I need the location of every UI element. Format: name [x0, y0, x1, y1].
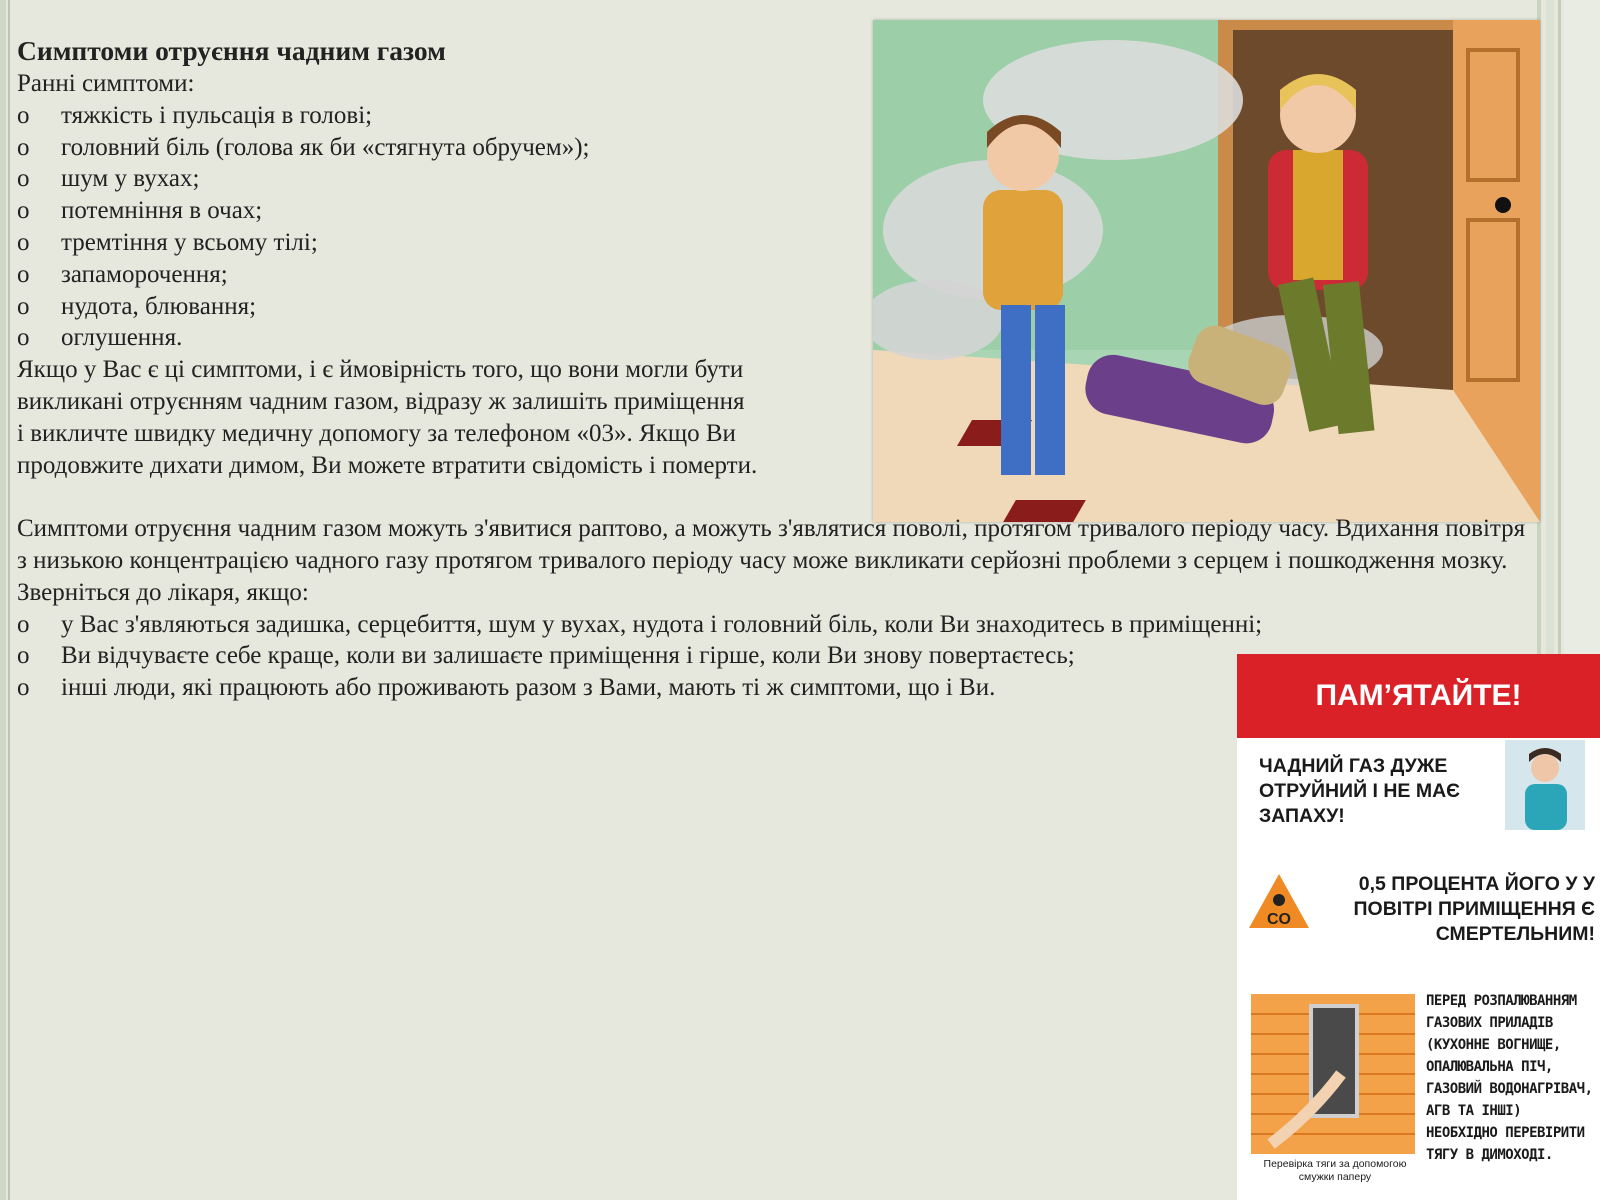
- list-item: o інші люди, які працюють або проживають разом з Вами, мають ті ж симптоми, що і Ви.: [17, 672, 1537, 704]
- co-label: CO: [1267, 911, 1291, 928]
- poster-warning-3: ПЕРЕД РОЗПАЛЮВАННЯМ ГАЗОВИХ ПРИЛАДІВ (КУХОННЕ ВОГНИЩЕ, ОПАЛЮВАЛЬНА ПІЧ, ГАЗОВИЙ ВОДОНАГРІВАЧ, АГВ ТА ІНШІ) НЕОБХІДНО ПЕРЕВІРИТИ ТЯГУ В ДИМОХОДІ.: [1426, 993, 1593, 1163]
- bullet-marker: o: [17, 292, 30, 320]
- bullet-marker: o: [17, 260, 30, 288]
- chimney-draft-icon: [1251, 994, 1415, 1154]
- poster-caption: Перевірка тяги за допомогою смужки паперу: [1263, 1158, 1407, 1183]
- bullet-marker: o: [17, 642, 30, 670]
- page-title: Симптоми отруєння чадним газом: [17, 35, 446, 66]
- bullet-marker: o: [17, 165, 30, 193]
- warning-line: викликані отруєнням чадним газом, відразу ж залишіть приміщення: [17, 387, 745, 415]
- list-item: o нудота, блювання;: [17, 291, 1537, 323]
- list-item: o потемніння в очах;: [17, 195, 1537, 227]
- safety-poster: [1237, 654, 1600, 1200]
- list-item: o у Вас з'являються задишка, серцебиття, шум у вухах, нудота і головний біль, коли Ви знаходитесь в приміщенні;: [17, 609, 1537, 641]
- list-item: o головний біль (голова як би «стягнута обручем»);: [17, 132, 1537, 164]
- bullet-marker: o: [17, 101, 30, 129]
- early-symptoms-heading: Ранні симптоми:: [17, 70, 195, 97]
- main-text: [17, 34, 1537, 704]
- list-item: o тяжкість і пульсація в голові;: [17, 100, 1537, 132]
- bullet-marker: o: [17, 228, 30, 256]
- list-item: o шум у вухах;: [17, 163, 1537, 195]
- list-item: o запаморочення;: [17, 259, 1537, 291]
- warning-line: Якщо у Вас є ці симптоми, і є ймовірність того, що вони могли бути: [17, 356, 744, 384]
- woman-coughing-icon: [1505, 740, 1585, 830]
- list-item: o Ви відчуваєте себе краще, коли ви залишаєте приміщення і гірше, коли Ви знову повертаєтесь;: [17, 640, 1537, 672]
- gradual-symptoms-paragraph: Симптоми отруєння чадним газом можуть з'явитися раптово, а можуть з'являтися поволі, протягом тривалого періоду часу. Вдихання повітря з низькою концентрацією чадного газу протягом тривалого періоду часу може викликати серйозні проблеми з серцем і пошкодження мозку. Зверніться до лікаря, якщо:: [17, 515, 1526, 606]
- bullet-marker: o: [17, 133, 30, 161]
- bullet-marker: o: [17, 674, 30, 702]
- co-hazard-icon: [1247, 872, 1311, 930]
- poster-header: ПАМ’ЯТАЙТЕ!: [1237, 654, 1600, 738]
- warning-line: продовжите дихати димом, Ви можете втратити свідомість і померти.: [17, 451, 758, 479]
- list-item: o оглушення.: [17, 322, 1537, 354]
- bullet-marker: o: [17, 610, 30, 638]
- bullet-marker: o: [17, 197, 30, 225]
- list-item: o тремтіння у всьому тілі;: [17, 227, 1537, 259]
- poster-warning-2: 0,5 ПРОЦЕНТА ЙОГО У У ПОВІТРІ ПРИМІЩЕННЯ Є СМЕРТЕЛЬНИМ!: [1353, 873, 1595, 945]
- poster-warning-1: ЧАДНИЙ ГАЗ ДУЖЕ ОТРУЙНИЙ І НЕ МАЄ ЗАПАХУ!: [1259, 755, 1461, 827]
- bullet-marker: o: [17, 324, 30, 352]
- warning-line: і викличте швидку медичну допомогу за телефоном «03». Якщо Ви: [17, 419, 736, 447]
